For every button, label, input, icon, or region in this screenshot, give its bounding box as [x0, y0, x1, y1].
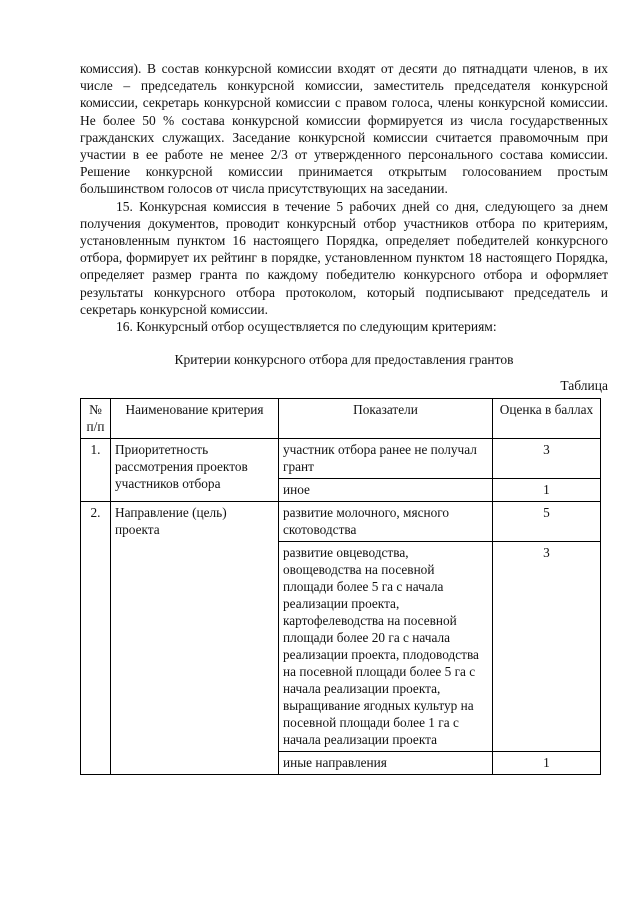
criterion-name: Направление (цель) проекта [111, 502, 279, 775]
indicator-text: участник отбора ранее не получал грант [279, 439, 493, 479]
document-page [80, 60, 608, 775]
score-value: 3 [493, 439, 601, 479]
criterion-name: Приоритетность рассмотрения проектов участников отбора [111, 439, 279, 502]
table-caption: Критерии конкурсного отбора для предоставления грантов [174, 352, 514, 368]
score-value: 5 [493, 502, 601, 542]
table-label: Таблица [560, 378, 608, 394]
row-number: 2. [81, 502, 111, 775]
header-score: Оценка в баллах [493, 399, 601, 439]
indicator-text: иные направления [279, 752, 493, 775]
paragraph-15: 15. Конкурсная комиссия в течение 5 рабочих дней со дня, следующего за днем получения документов, проводит конкурсный отбор участников отбора по критериям, установленным пунктом 16 настоящего Порядка, определяет победителей конкурсного отбора, формирует их рейтинг в порядке, установленном пунктом 18 настоящего Порядка, определяет размер гранта по каждому победителю конкурсного отбора и оформляет результаты конкурсного отбора протоколом, который подписывают председатель и секретарь конкурсной комиссии. [80, 198, 608, 317]
criteria-table [80, 398, 601, 775]
indicator-text: развитие молочного, мясного скотоводства [279, 502, 493, 542]
table-header-row [81, 399, 601, 439]
row-number: 1. [81, 439, 111, 502]
paragraph-16: 16. Конкурсный отбор осуществляется по следующим критериям: [116, 319, 497, 335]
score-value: 1 [493, 752, 601, 775]
table-row [81, 439, 601, 479]
header-number: № п/п [81, 399, 111, 439]
table-row [81, 502, 601, 542]
paragraph-commission-composition: комиссия). В состав конкурсной комиссии входят от десяти до пятнадцати членов, в их числе – председатель конкурсной комиссии, заместитель председателя конкурсной комиссии, секретарь конкурсной комиссии с правом голоса, члены конкурсной комиссии. Не более 50 % состава конкурсной комиссии формируется из числа государственных гражданских служащих. Заседание конкурсной комиссии считается правомочным при участии в ее работе не менее 2/3 от утвержденного персонального состава комиссии. Решение конкурсной комиссии принимается открытым голосованием простым большинством голосов от числа присутствующих на заседании. [80, 61, 608, 197]
score-value: 3 [493, 542, 601, 752]
header-criterion-name: Наименование критерия [111, 399, 279, 439]
score-value: 1 [493, 479, 601, 502]
indicator-text: иное [279, 479, 493, 502]
header-indicators: Показатели [279, 399, 493, 439]
indicator-text: развитие овцеводства, овощеводства на посевной площади более 5 га с начала реализации проекта, картофелеводства на посевной площади более 20 га с начала реализации проекта, плодоводства на посевной площади более 5 га с начала реализации проекта, выращивание ягодных культур на посевной площади более 1 га с начала реализации проекта [279, 542, 493, 752]
